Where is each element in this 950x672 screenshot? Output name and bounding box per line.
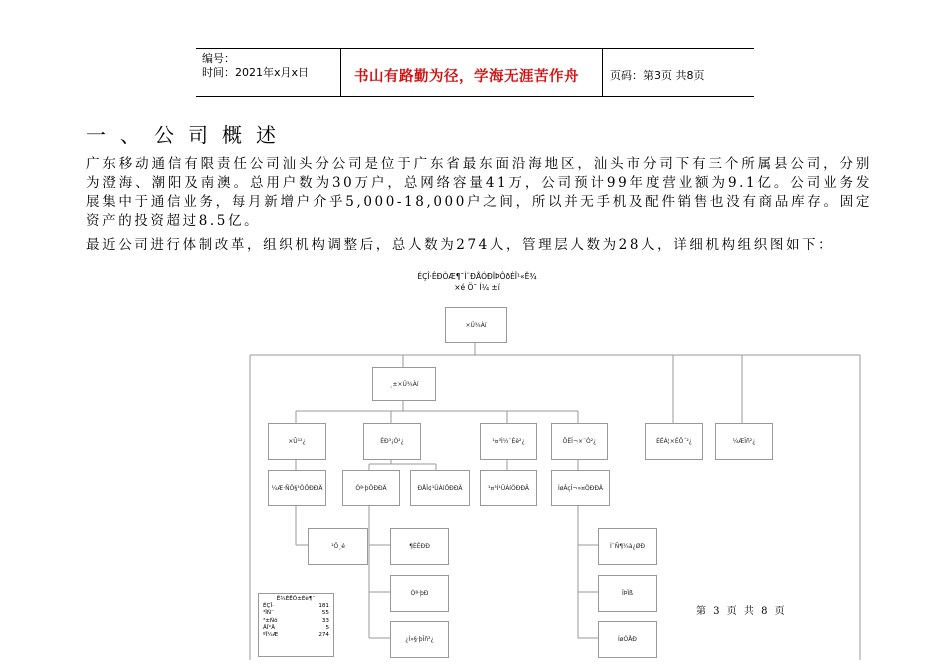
- org-box-center: ¼Æ·ÑÖ§³ÖÖÐÐÄ: [268, 470, 326, 506]
- stats-label: ³ÎÑ¨: [263, 610, 274, 617]
- page-info: 页码：第3页 共8页: [610, 69, 705, 82]
- paragraph-restructure: 最近公司进行体制改革，组织机构调整后，总人数为274人，管理层人数为28人，详细机构组织图如下：: [86, 237, 835, 253]
- org-box-sub-unit: Í¨Ñ¶¼à¿ØÐ: [598, 528, 657, 565]
- stats-label: ÄÏ°Ä: [263, 624, 276, 631]
- time-label: 时间：2021年x月x日: [202, 66, 310, 79]
- org-box-center: ÐÅÏ¢¹ÜÀíÖÐÐÄ: [410, 470, 470, 506]
- org-chart-title: ÉÇÎ·ÊÐÒÆ¶¯Í¨ÐÅÓÐÏÞÔðÈÎ¹«Ë¾: [417, 272, 537, 281]
- staff-stats-table: [258, 593, 334, 657]
- stats-label: ºÏ¼Æ: [263, 632, 279, 639]
- stats-value: 33: [321, 617, 329, 624]
- org-box-sub-unit: ÎÞÏß: [598, 575, 657, 612]
- org-box-department: ÊÐ³¡Ó²¿: [363, 423, 421, 460]
- section-heading: 一、公司概述: [86, 123, 290, 147]
- number-label: 编号：: [202, 52, 235, 65]
- org-box-sub-unit: Óª·þÐ: [390, 575, 449, 612]
- org-box-center: Óª·þÖÐÐÄ: [342, 470, 400, 506]
- stats-row: [259, 632, 333, 639]
- org-box-sub-unit: ¿Í»§·þÎñ²¿: [390, 621, 449, 658]
- org-box-center: ¹¤³Ì¹ÜÀíÖÐÐÄ: [480, 470, 537, 506]
- stats-label: ³±Ñô: [263, 617, 278, 624]
- org-box-general-manager: ×Ü¾Àí: [445, 307, 507, 343]
- stats-row: [259, 625, 333, 632]
- org-box-department: ÔËÎ¬×¨Ò²¿: [551, 423, 608, 460]
- org-chart-subtitle: ×é Ö¯ Í¼ ±í: [454, 283, 500, 292]
- stats-label: ÉÇÎ·: [263, 603, 274, 610]
- stats-value: 55: [321, 610, 329, 617]
- stats-caption: Ë¾ÈËÔ±Éè¶¨: [276, 596, 316, 602]
- stats-value: 5: [325, 624, 329, 631]
- org-box-department: ×Û¹²¿: [268, 423, 326, 460]
- stats-value: 181: [318, 603, 329, 610]
- page-footer: 第 3 页 共 8 页: [696, 606, 787, 617]
- org-box-department: ÈËÁ¦×ÊÔ´²¿: [645, 423, 703, 460]
- stats-value: 274: [318, 632, 329, 639]
- motto-text: 书山有路勤为径，学海无涯苦作舟: [354, 69, 579, 85]
- stats-row: [259, 618, 333, 625]
- org-box-sub-unit: ¹Ö¸é: [308, 528, 368, 565]
- paragraph-overview: 广东移动通信有限责任公司汕头分公司是位于广东省最东面沿海地区，汕头市分司下有三个所属县公司，分别为澄海、潮阳及南澳。总用户数为30万户，总网络容量41万，公司预计99年度营业额为9.1亿。公司业务发展集中于通信业务，每月新增户介乎5,000-18,000户之间，所以并无手机及配件销售也没有商品库存。固定资产的投资超过8.5亿。: [86, 156, 872, 229]
- org-box-center: ÍøÂçÎ¬»¤ÖÐÐÄ: [551, 470, 610, 506]
- org-box-department: ¹¤³Ì½¨Éè²¿: [480, 423, 537, 460]
- org-box-sub-unit: ÍøÓÅÐ: [598, 621, 657, 658]
- org-box-sub-unit: ¶ÈÊÐÐ: [390, 528, 449, 565]
- stats-row: [259, 610, 333, 617]
- org-box-deputy-manager: ¸±×Ü¾Àí: [372, 367, 436, 401]
- org-box-department: ¼ÆÎñ²¿: [715, 423, 773, 460]
